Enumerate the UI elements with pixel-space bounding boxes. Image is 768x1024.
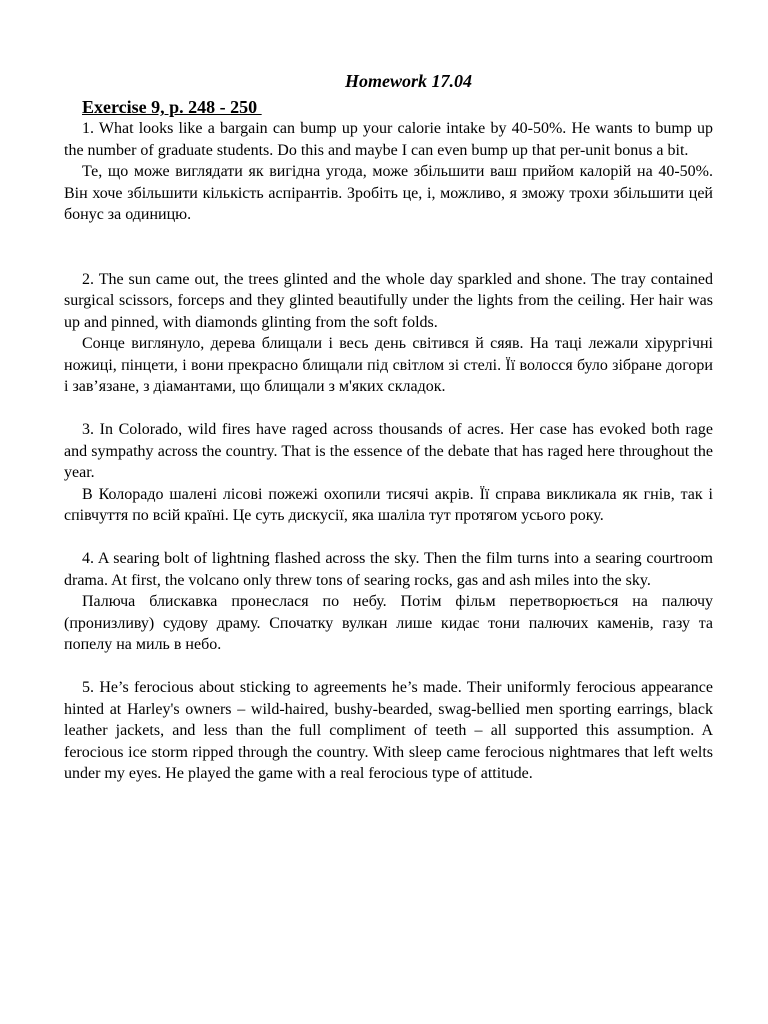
item-5-english: 5. He’s ferocious about sticking to agreements he’s made. Their uniformly ferocious appearance hinted at Harley's owners – wild-haired, bushy-bearded, swag-bellied men sporting earrings, black leather jackets, and less than the full compliment of teeth – all supported this assumption. A ferocious ice storm ripped through the country. With sleep came ferocious nightmares that left welts under my eyes. He played the game with a real ferocious type of attitude. xyxy=(64,679,713,782)
item-2 xyxy=(64,269,713,398)
page-title: Homework 17.04 xyxy=(344,71,472,91)
item-2-english: 2. The sun came out, the trees glinted and the whole day sparkled and shone. The tray contained surgical scissors, forceps and they glinted beautifully under the lights from the ceiling. Her hair was up and pinned, with diamonds glinting from the soft folds. xyxy=(64,270,713,331)
item-3 xyxy=(64,419,713,527)
item-4 xyxy=(64,548,713,656)
item-2-ukrainian: Сонце виглянуло, дерева блищали і весь день світився й сяяв. На таці лежали хірургічні ножиці, пінцети, і вони прекрасно блищали під світлом зі стелі. Її волосся було зібране догори і зав’язане, з діамантами, що блищали з м'яких складок. xyxy=(64,335,713,395)
item-4-ukrainian: Палюча блискавка пронеслася по небу. Потім фільм перетворюється на палючу (пронизливу) судову драму. Спочатку вулкан лише кидає тони палючих каменів, газу та попелу на миль в небо. xyxy=(64,593,713,653)
item-1 xyxy=(64,118,713,226)
item-4-english: 4. A searing bolt of lightning flashed across the sky. Then the film turns into a searing courtroom drama. At first, the volcano only threw tons of searing rocks, gas and ash miles into the sky. xyxy=(64,550,713,589)
item-5 xyxy=(64,677,713,785)
item-1-ukrainian: Те, що може виглядати як вигідна угода, може збільшити ваш прийом калорій на 40-50%. Він хоче збільшити кількість аспірантів. Зробіть це, і, можливо, я зможу трохи збільшити цей бонус за одиницю. xyxy=(64,163,713,223)
document-page xyxy=(64,70,713,785)
item-3-english: 3. In Colorado, wild fires have raged across thousands of acres. Her case has evoked both rage and sympathy across the country. That is the essence of the debate that has raged here throughout the year. xyxy=(64,421,713,481)
item-3-ukrainian: В Колорадо шалені лісові пожежі охопили тисячі акрів. Її справа викликала як гнів, так і співчуття по всій країні. Це суть дискусії, яка шаліла тут протягом усього року. xyxy=(64,485,713,524)
item-1-english: 1. What looks like a bargain can bump up your calorie intake by 40-50%. He wants to bump up the number of graduate students. Do this and maybe I can even bump up that per-unit bonus a bit. xyxy=(64,120,713,159)
exercise-heading: Exercise 9, p. 248 - 250 xyxy=(82,97,262,117)
